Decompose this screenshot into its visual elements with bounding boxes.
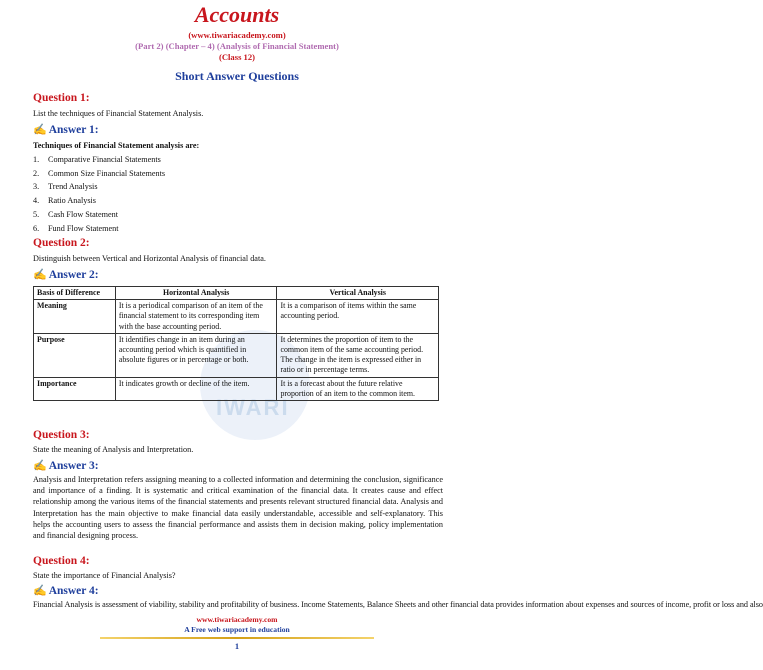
list-item: 5. Cash Flow Statement — [33, 209, 119, 219]
answer-2-label: Answer 2: — [48, 269, 99, 281]
class-label: (Class 12) — [218, 52, 256, 62]
footer-site-link[interactable]: www.tiwariacademy.com — [196, 615, 278, 624]
answer-2-heading — [33, 268, 99, 281]
pen-icon: ✍ — [33, 269, 47, 281]
table-row — [34, 300, 439, 334]
table-header: Horizontal Analysis — [115, 287, 277, 300]
list-item: 4. Ratio Analysis — [33, 196, 96, 206]
answer-1-label: Answer 1: — [48, 124, 99, 136]
table-header: Basis of Difference — [34, 287, 116, 300]
table-cell: Importance — [34, 377, 116, 400]
answer-1-intro: Techniques of Financial Statement analysis are: — [33, 141, 200, 150]
question-4-heading: Question 4: — [33, 555, 90, 567]
section-title: Short Answer Questions — [175, 69, 299, 83]
table-header: Vertical Analysis — [277, 287, 439, 300]
answer-3-label: Answer 3: — [48, 460, 99, 472]
list-item: 3. Trend Analysis — [33, 182, 98, 192]
answer-4-label: Answer 4: — [48, 585, 99, 597]
header-site-link[interactable]: (www.tiwariacademy.com) — [188, 30, 286, 40]
question-1-text: List the techniques of Financial Statement Analysis. — [33, 109, 204, 118]
question-2-heading: Question 2: — [33, 237, 90, 249]
footer-divider — [100, 637, 374, 639]
comparison-table — [33, 286, 439, 401]
table-cell: It is a comparison of items within the same accounting period. — [277, 300, 439, 334]
answer-4-heading — [33, 584, 99, 597]
table-cell: It identifies change in an item during an accounting period which is quantified in absolute figures or in percentage or both. — [115, 333, 277, 377]
question-3-text: State the meaning of Analysis and Interpretation. — [33, 445, 194, 454]
table-cell: It is a forecast about the future relative proportion of an item to the common item. — [277, 377, 439, 400]
list-item: 6. Fund Flow Statement — [33, 223, 119, 233]
answer-3-text: Analysis and Interpretation refers assigning meaning to a collected information and determining the conclusion, significance and importance of a finding. It is systematic and critical examination of the financial data. It creates cause and effect relationship among the various items of the financial statements and presents relevant structured financial data. Analysis and Interpretation has the main objective to make financial data easily understandable, accessible and self-explanatory. This helps the accounting users to assess the financial performance and assists them in decision making, policy implementation and financial designing process. — [33, 475, 443, 541]
table-header-row — [34, 287, 439, 300]
pen-icon: ✍ — [33, 460, 47, 472]
question-1-heading: Question 1: — [33, 92, 90, 104]
pen-icon: ✍ — [33, 124, 47, 136]
table-cell: Meaning — [34, 300, 116, 334]
question-2-text: Distinguish between Vertical and Horizontal Analysis of financial data. — [33, 254, 266, 263]
answer-4-text: Financial Analysis is assessment of viability, stability and profitability of business. Income Statements, Balance Sheets and other financial data provides information about expenses and sources of income, profit or loss and also — [33, 600, 763, 609]
table-cell: Purpose — [34, 333, 116, 377]
page-number: 1 — [234, 641, 240, 651]
question-4-text: State the importance of Financial Analysis? — [33, 571, 176, 580]
table-cell: It determines the proportion of item to the common item of the same accounting period. The change in the item is expressed either in ratio or in percentage terms. — [277, 333, 439, 377]
list-item: 1. Comparative Financial Statements — [33, 155, 161, 164]
table-cell: It is a periodical comparison of an item of the financial statement to its corresponding item with the base accounting period. — [115, 300, 277, 334]
answer-1-heading — [33, 123, 99, 136]
list-item: 2. Common Size Financial Statements — [33, 168, 166, 178]
footer-tagline: A Free web support in education — [184, 625, 290, 634]
chapter-subtitle: (Part 2) (Chapter – 4) (Analysis of Financial Statement) — [135, 41, 339, 51]
table-cell: It indicates growth or decline of the item. — [115, 377, 277, 400]
techniques-list — [33, 153, 165, 235]
table-row — [34, 377, 439, 400]
pen-icon: ✍ — [33, 585, 47, 597]
page-title: Accounts — [194, 2, 280, 27]
question-3-heading: Question 3: — [33, 429, 90, 441]
watermark-text: IWARI — [216, 395, 290, 420]
table-row — [34, 333, 439, 377]
answer-3-heading — [33, 459, 99, 472]
